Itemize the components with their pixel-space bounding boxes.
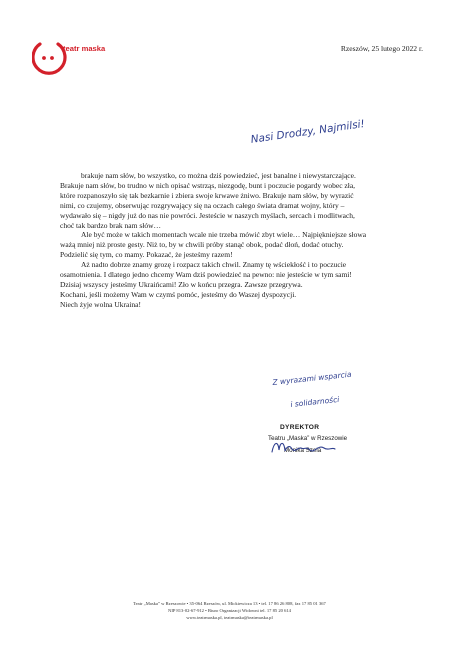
signatory-name: Monika Szela: [284, 447, 322, 454]
body-line: osamotnienia. I dlatego jedno chcemy Wam dziś powiedzieć na pewno: nie jesteście w tym sami!: [60, 270, 352, 280]
letter-footer: [0, 600, 459, 622]
signatory-organization: Teatru „Maska” w Rzeszowie: [268, 435, 348, 442]
body-line: Podzielić się tym, co mamy. Pokazać, że jesteśmy razem!: [60, 250, 233, 260]
body-line: Dzisiaj wszyscy jesteśmy Ukraińcami! Zło w końcu przegra. Zawsze przegrywa.: [60, 279, 303, 289]
closing-block: [268, 369, 428, 468]
body-line: które rozpanoszyło się tak bezkarnie i zbiera swoje krwawe żniwo. Brakuje nam słów, by wyrazić: [60, 190, 354, 200]
greeting-text: Nasi Drodzy, Najmilsi!: [250, 117, 366, 146]
letter-body: [60, 171, 422, 310]
body-line: Ale być może w takich momentach wcale nie trzeba mówić zbyt wiele… Najpiękniejsze słowa: [81, 230, 367, 240]
letter-date: Rzeszów, 25 lutego 2022 r.: [340, 44, 423, 53]
handwritten-signature: [268, 436, 338, 458]
handwritten-greeting: [250, 117, 440, 158]
footer-address: Teatr „Maska” w Rzeszowie • 35-064 Rzeszów, ul. Mickiewicza 13 • tel. 17 86 26 808, fax 17 85 01 367: [133, 601, 326, 606]
body-line: ważą mniej niż proste gesty. Niż to, by w chwili próby stanąć obok, podać dłoń, dodać otuchy.: [60, 240, 344, 250]
handwritten-closing-line: i solidarności: [290, 394, 340, 409]
logo-text: teatr maska: [63, 44, 106, 53]
footer-contact: www.teatrmaska.pl, teatrmaska@teatrmaska.pl: [186, 615, 273, 621]
body-line: choć tak bardzo brak nam słów…: [60, 220, 162, 230]
body-line: Brakuje nam słów, bo trudno w nich opisać wstrząs, niezgodę, bunt i poczucie pogardy wobec zła,: [60, 180, 356, 190]
body-line: wydawało się – nigdy już do nas nie powróci. Jesteście w naszych myślach, sercach i modlitwach,: [60, 210, 355, 220]
footer-tax-info: NIP 813-02-67-912 • Biuro Organizacji Widowni tel. 17 85 20 614: [168, 608, 291, 614]
body-line: nimi, co czujemy, obserwując rozgrywający się na oczach całego świata dramat wojny, który –: [60, 200, 345, 210]
body-line: Niech żyje wolna Ukraina!: [60, 299, 142, 309]
body-line: Kochani, jeśli możemy Wam w czymś pomóc, jesteśmy do Waszej dyspozycji.: [60, 289, 297, 299]
body-line: Aż nadto dobrze znamy grozę i rozpacz takich chwil. Znamy tę wściekłość i to poczucie: [81, 260, 347, 270]
signatory-role: DYREKTOR: [280, 424, 320, 431]
body-line: brakuje nam słów, bo wszystko, co można dziś powiedzieć, jest banalne i niewystarczające.: [81, 171, 356, 180]
handwritten-closing-line: Z wyrazami wsparcia: [272, 369, 352, 387]
